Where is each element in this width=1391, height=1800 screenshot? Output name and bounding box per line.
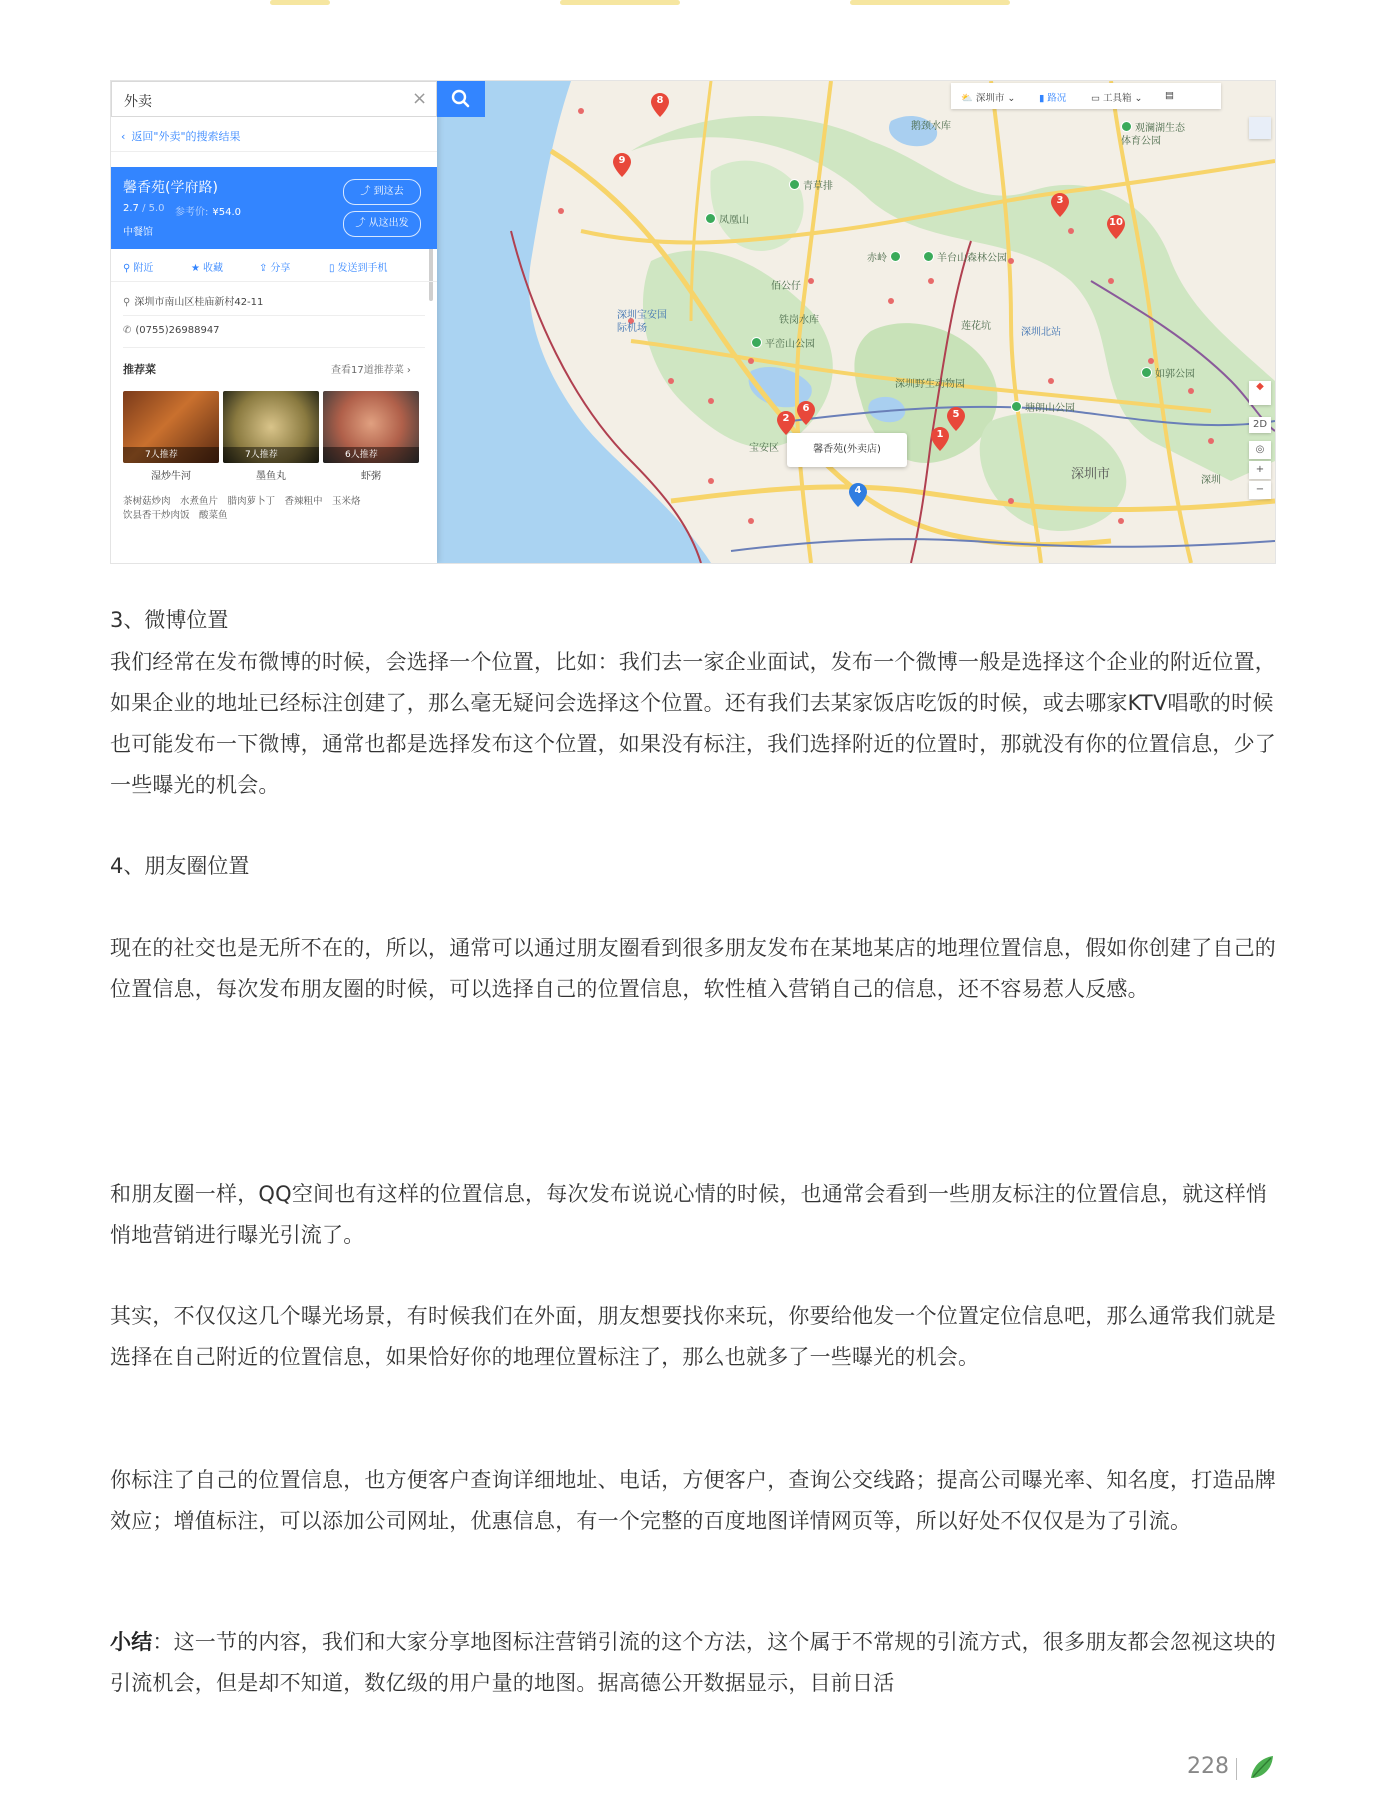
route-from-label: 从这出发 — [368, 218, 409, 229]
share-label: 分享 — [270, 263, 291, 274]
dish-name: 墨鱼丸 — [256, 471, 286, 482]
nearby-button[interactable] — [123, 259, 153, 274]
recommend-more-label: 查看17道推荐菜 — [331, 365, 404, 376]
map-place-label: 深圳野生动物园 — [895, 379, 965, 390]
map-place-label: 深圳 — [1201, 475, 1221, 486]
map-pin[interactable] — [931, 427, 949, 451]
dish-name: 虾粥 — [361, 471, 381, 482]
pin-number: 4 — [854, 485, 862, 496]
send-to-phone-label: 发送到手机 — [337, 263, 388, 274]
city-selector[interactable] — [961, 90, 1015, 104]
dish-badge: 7人推荐 — [223, 447, 319, 463]
pin-number: 9 — [618, 155, 626, 166]
dish-tags: 茶树菇炒肉 水煮鱼片 腊肉萝卜丁 香辣粗中 玉米烙 — [123, 496, 361, 507]
map-city-label: 深圳市 — [1071, 467, 1111, 482]
location-pin-icon: ⚲ — [123, 263, 131, 274]
chevron-right-icon: › — [406, 365, 411, 376]
zoom-in-button[interactable]: + — [1249, 461, 1271, 479]
poi-callout[interactable]: 馨香苑(外卖店) — [787, 433, 907, 467]
map-place-label — [751, 335, 815, 350]
phone-icon: ✆ — [123, 325, 132, 336]
section-heading: 4、朋友圈位置 — [110, 854, 250, 878]
poi-price — [175, 203, 241, 218]
poi-rating — [123, 203, 165, 214]
send-to-phone-button[interactable] — [329, 259, 388, 274]
dish-badge: 7人推荐 — [123, 447, 219, 463]
message-icon[interactable]: ▤ — [1165, 90, 1174, 101]
dish-tags: 饮县香干炒肉饭 酸菜鱼 — [123, 510, 228, 521]
route-icon: ⤴ — [355, 218, 369, 229]
page-number: 228 — [1187, 1754, 1229, 1779]
traffic-label: 路况 — [1047, 93, 1067, 104]
map-pin[interactable] — [1051, 193, 1069, 217]
map-pin[interactable] — [849, 483, 867, 507]
park-icon — [890, 251, 901, 262]
map-place-label-text: 塘朗山公园 — [1025, 403, 1075, 414]
map-place-label — [1011, 399, 1075, 414]
poi-rating-value: 2.7 — [123, 203, 139, 214]
poi-card — [111, 167, 437, 249]
back-to-results-link[interactable] — [111, 123, 437, 152]
top-dash — [560, 0, 680, 5]
map-place-label — [867, 249, 904, 264]
zoom-out-button[interactable]: − — [1249, 481, 1271, 499]
star-icon: ★ — [191, 263, 200, 274]
map-place-label: 鹅颈水库 — [911, 121, 951, 132]
map-pin[interactable] — [947, 407, 965, 431]
poi-detail-panel — [111, 81, 437, 563]
chevron-left-icon: ‹ — [121, 130, 126, 143]
paragraph-weibo: 我们经常在发布微博的时候，会选择一个位置，比如：我们去一家企业面试，发布一个微博一般是选择这个企业的附近位置，如果企业的地址已经标注创建了，那么毫无疑问会选择这个位置。还有我们去某家饭店吃饭的时候，或去哪家KTV唱歌的时候也可能发布一下微博，通常也都是选择发布这个位置，如果没有标注，我们选择附近的位置时，那就没有你的位置信息，少了一些曝光的机会。 — [110, 650, 1276, 797]
park-icon — [923, 251, 934, 262]
favorite-label: 收藏 — [202, 263, 223, 274]
summary-label: 小结 — [110, 1630, 153, 1654]
summary-text: ：这一节的内容，我们和大家分享地图标注营销引流的这个方法，这个属于不常规的引流方式，很多朋友都会忽视这块的引流机会，但是却不知道，数亿级的用户量的地图。据高德公开数据显示，目前日活 — [110, 1630, 1277, 1695]
dish-name: 湿炒牛河 — [151, 471, 191, 482]
map-toolbar — [951, 83, 1221, 109]
map-place-label: 深圳宝安国际机场 — [617, 310, 667, 334]
traffic-icon: ▮ — [1039, 93, 1045, 104]
poi-phone-text: (0755)26988947 — [135, 325, 220, 336]
map-place-label-text: 凤凰山 — [719, 215, 749, 226]
poi-action-row — [111, 253, 437, 282]
pin-number: 6 — [802, 403, 810, 414]
page-footer — [1137, 1752, 1277, 1782]
share-button[interactable] — [259, 259, 290, 274]
view-mode-toggle[interactable]: 2D — [1249, 417, 1271, 433]
pin-number: 8 — [656, 95, 664, 106]
toolbox-label: 工具箱 — [1102, 93, 1132, 104]
map-place-label — [789, 177, 833, 192]
map-place-label — [923, 249, 1007, 264]
search-input[interactable] — [111, 81, 437, 117]
search-button[interactable] — [437, 81, 485, 117]
search-icon — [437, 81, 485, 117]
section-heading: 3、微博位置 — [110, 608, 229, 632]
compass-icon[interactable]: ◆ — [1249, 381, 1271, 405]
paragraph-other-scenes: 其实，不仅仅这几个曝光场景，有时候我们在外面，朋友想要找你来玩，你要给他发一个位置定位信息吧，那么通常我们就是选择在自己附近的位置信息，如果恰好你的地理位置标注了，那么也就多了一些曝光的机会。 — [110, 1304, 1276, 1369]
poi-price-label: 参考价: — [175, 207, 209, 218]
park-icon — [1141, 367, 1152, 378]
favorite-button[interactable] — [191, 259, 223, 274]
route-icon: ⤴ — [360, 186, 374, 197]
dish-photo[interactable] — [123, 391, 219, 463]
map-screenshot — [110, 80, 1276, 564]
map-pin[interactable] — [613, 153, 631, 177]
search-query-text: 外卖 — [124, 94, 152, 110]
park-icon — [1121, 121, 1132, 132]
divider — [123, 347, 425, 348]
locate-icon[interactable]: ◎ — [1249, 441, 1271, 459]
chevron-down-icon: ⌄ — [1007, 93, 1016, 104]
map-search-bar — [111, 81, 485, 117]
park-icon — [1011, 401, 1022, 412]
pin-number: 2 — [782, 413, 790, 424]
map-pin[interactable] — [1107, 215, 1125, 239]
nearby-label: 附近 — [133, 263, 154, 274]
map-pin[interactable] — [651, 93, 669, 117]
poi-price-value: ¥54.0 — [212, 207, 242, 218]
paragraph-summary — [110, 1622, 1280, 1704]
map-pin[interactable] — [777, 411, 795, 435]
footer-divider — [1236, 1758, 1237, 1780]
poi-phone — [123, 325, 220, 336]
paragraph-qzone: 和朋友圈一样，QQ空间也有这样的位置信息，每次发布说说心情的时候，也通常会看到一些朋友标注的位置信息，就这样悄悄地营销进行曝光引流了。 — [110, 1182, 1268, 1247]
route-to-button[interactable] — [343, 179, 421, 205]
map-place-label — [705, 211, 749, 226]
poi-address-text: 深圳市南山区桂庙新村42-11 — [134, 297, 264, 308]
map-place-label: 铁岗水库 — [779, 315, 819, 326]
map-place-label — [1121, 121, 1191, 148]
toolbox-button[interactable] — [1091, 90, 1143, 104]
close-icon[interactable]: × — [412, 88, 428, 109]
map-place-label-text: 平峦山公园 — [765, 339, 815, 350]
dish-photo[interactable] — [323, 391, 419, 463]
map-place-label-text: 赤岭 — [867, 253, 887, 264]
pin-number: 10 — [1109, 217, 1123, 228]
chevron-down-icon: ⌄ — [1134, 93, 1143, 104]
city-selector-label: 深圳市 — [975, 93, 1005, 104]
poi-rating-max: / 5.0 — [142, 203, 165, 214]
top-dash — [850, 0, 1010, 5]
map-place-label: 宝安区 — [749, 443, 779, 454]
map-place-label-text: 羊台山森林公园 — [937, 253, 1007, 264]
map-place-label-text: 观澜湖生态体育公园 — [1121, 123, 1185, 147]
toolbox-icon: ▭ — [1091, 93, 1100, 104]
pin-number: 3 — [1056, 195, 1064, 206]
dish-badge: 6人推荐 — [323, 447, 419, 463]
map-place-label: 莲花坑 — [961, 321, 991, 332]
recommend-more-link[interactable] — [331, 361, 411, 376]
map-place-label-text: 如郭公园 — [1155, 369, 1195, 380]
map-pin[interactable] — [797, 401, 815, 425]
park-icon — [751, 337, 762, 348]
city-icon: ⛅ — [961, 93, 973, 104]
recommend-title: 推荐菜 — [123, 363, 156, 376]
route-to-label: 到这去 — [373, 186, 404, 197]
paragraph-moments: 现在的社交也是无所不在的，所以，通常可以通过朋友圈看到很多朋友发布在某地某店的地理位置信息，假如你创建了自己的位置信息，每次发布朋友圈的时候，可以选择自己的位置信息，软性植入营销自己的信息，还不容易惹人反感。 — [110, 936, 1276, 1001]
avatar[interactable] — [1249, 117, 1271, 139]
traffic-button[interactable] — [1039, 90, 1066, 104]
pin-number: 5 — [952, 409, 960, 420]
map-place-label: 佰公仔 — [771, 281, 801, 292]
top-dash — [270, 0, 330, 5]
map-place-label — [1141, 365, 1195, 380]
route-from-button[interactable] — [343, 211, 421, 237]
park-icon — [789, 179, 800, 190]
location-pin-icon: ⚲ — [123, 297, 131, 308]
share-icon: ⇪ — [259, 263, 268, 274]
back-to-results-label: 返回"外卖"的搜索结果 — [131, 130, 241, 143]
map-place-label: 深圳北站 — [1021, 327, 1061, 338]
pin-number: 1 — [936, 429, 944, 440]
leaf-logo-icon — [1247, 1752, 1277, 1782]
dish-photo[interactable] — [223, 391, 319, 463]
map-place-label-text: 青草排 — [803, 181, 833, 192]
poi-address — [123, 293, 263, 308]
top-decoration — [0, 0, 1391, 8]
phone-icon: ▯ — [329, 263, 335, 274]
divider — [123, 315, 425, 316]
poi-name[interactable]: 馨香苑(学府路) — [123, 180, 218, 196]
paragraph-benefits: 你标注了自己的位置信息，也方便客户查询详细地址、电话，方便客户，查询公交线路；提高公司曝光率、知名度，打造品牌效应；增值标注，可以添加公司网址，优惠信息，有一个完整的百度地图详情网页等，所以好处不仅仅是为了引流。 — [110, 1468, 1276, 1533]
park-icon — [705, 213, 716, 224]
poi-category: 中餐馆 — [123, 227, 153, 238]
